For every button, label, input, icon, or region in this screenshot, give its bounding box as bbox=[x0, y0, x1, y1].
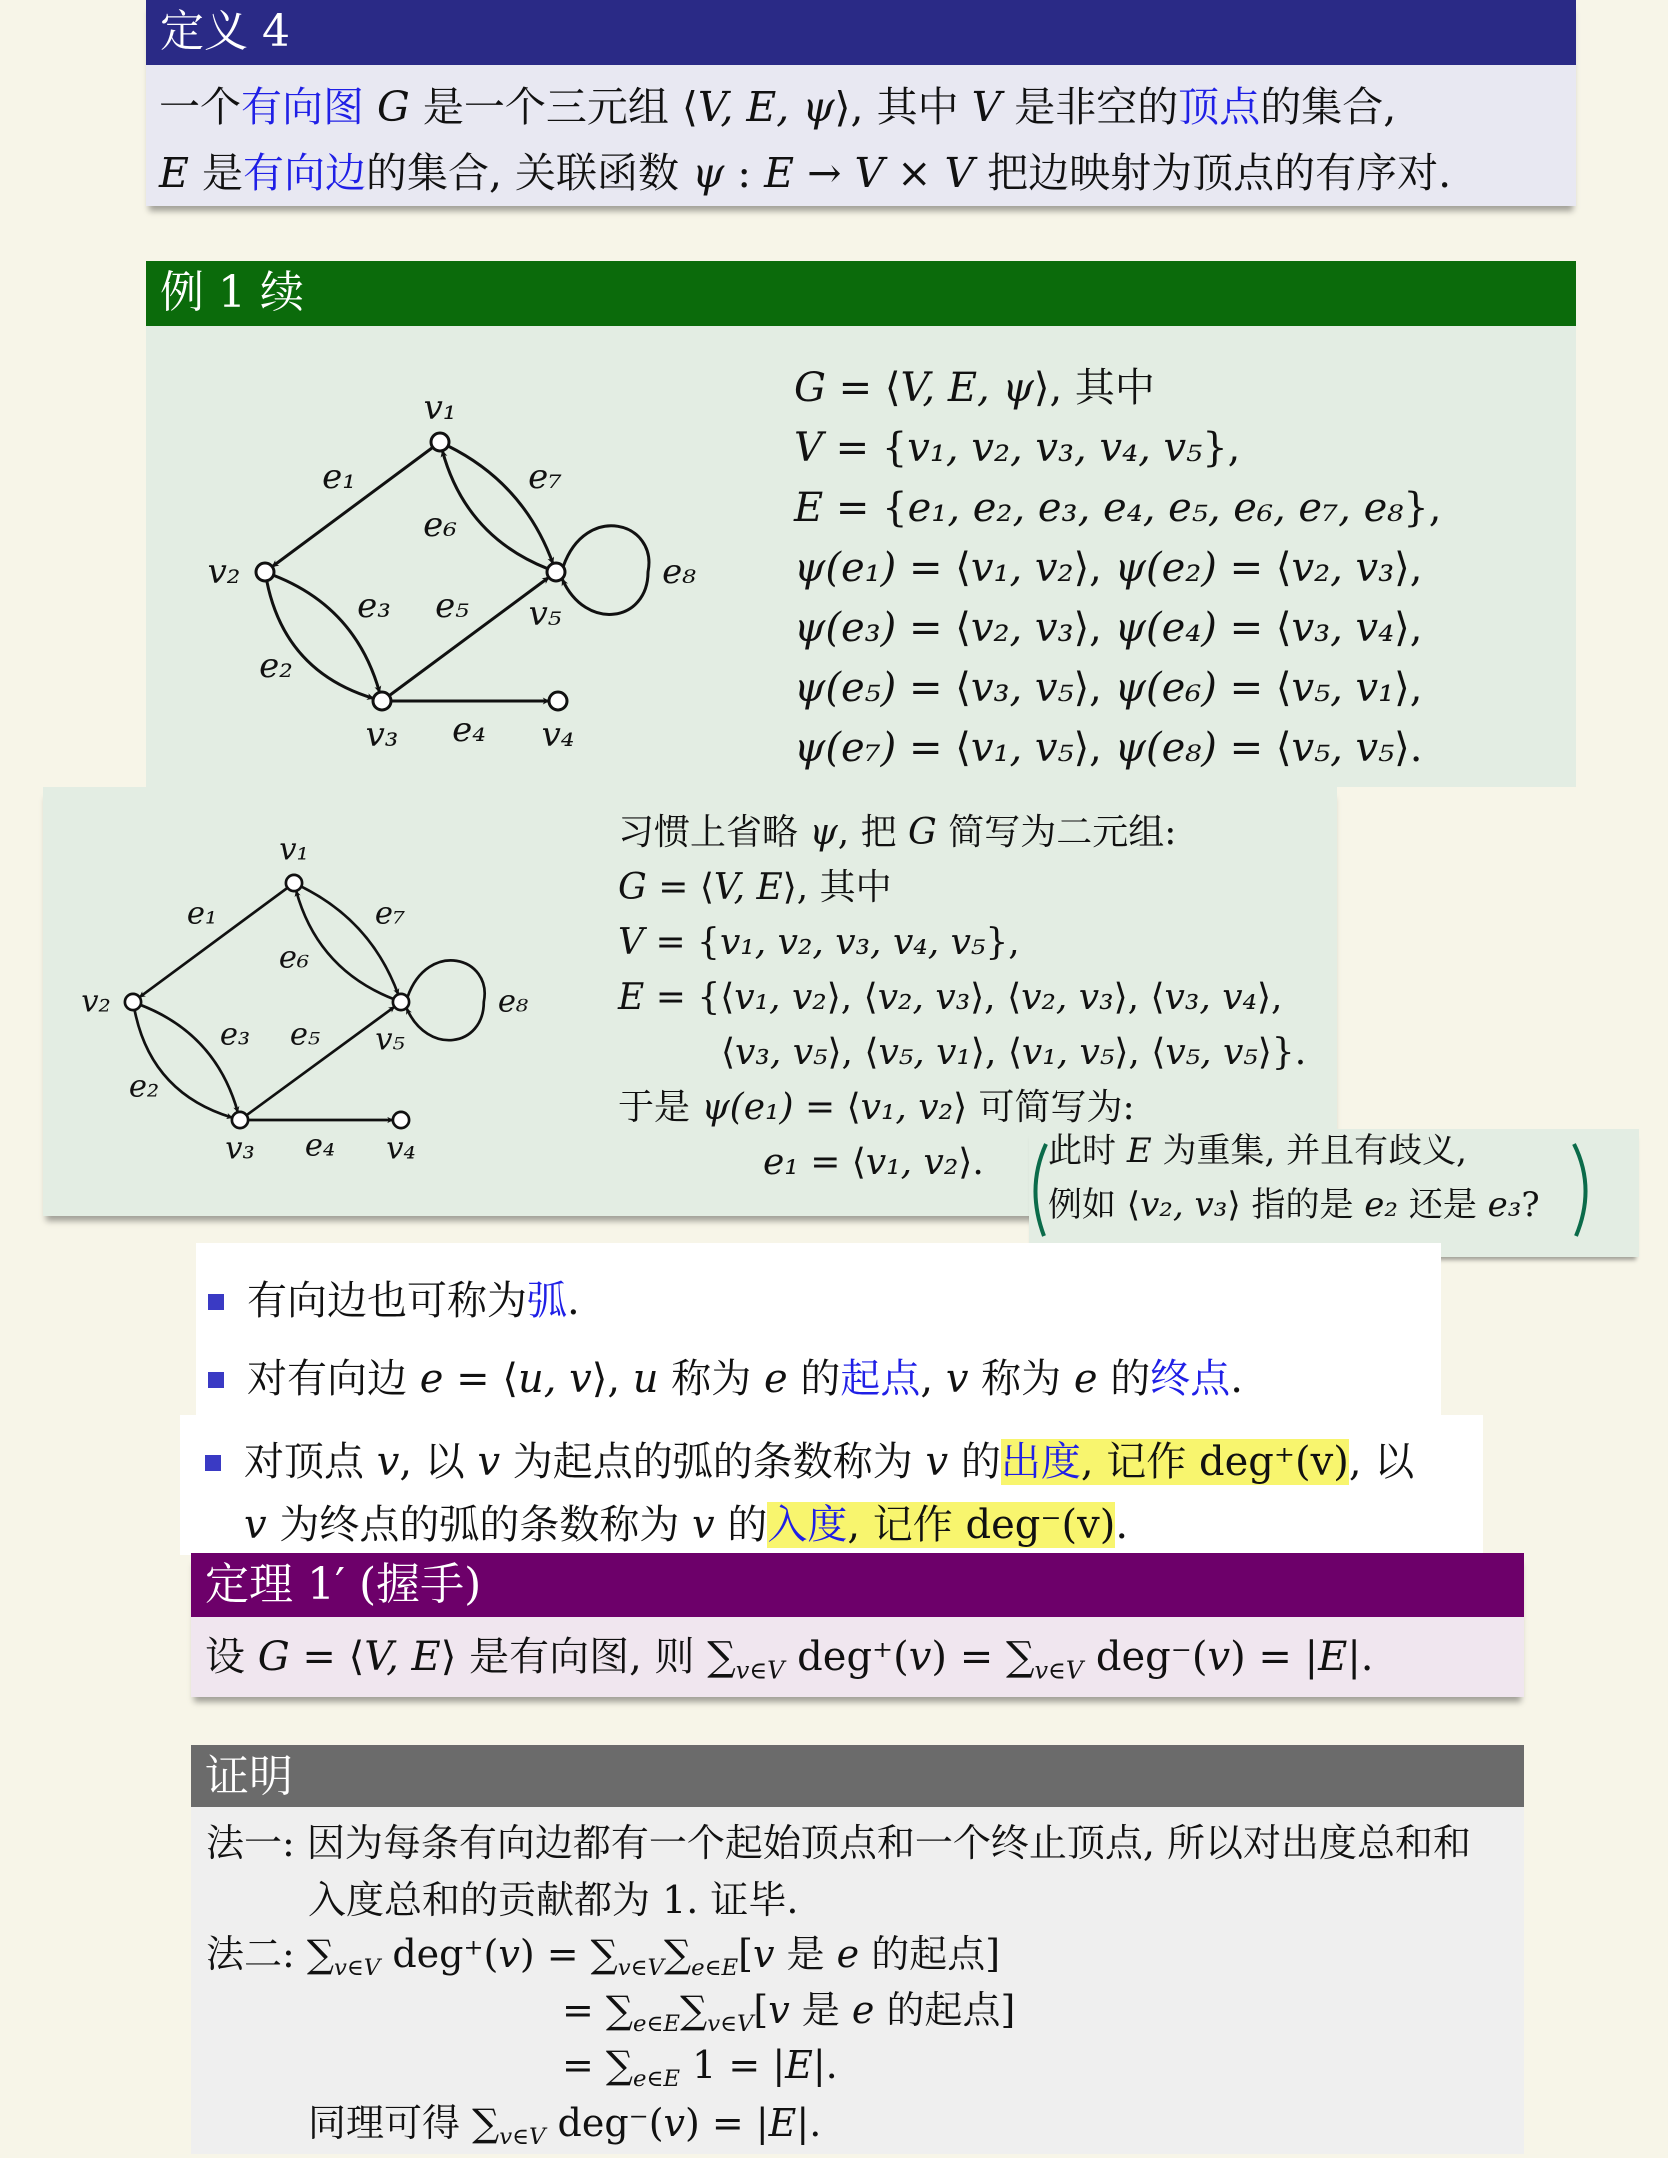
text-segment: V bbox=[794, 425, 823, 471]
proof-title: 证明 bbox=[191, 1745, 1524, 1807]
vertex-v5 bbox=[547, 563, 565, 581]
text-segment: ⟩. bbox=[1394, 725, 1423, 771]
text-segment: v₂, v₃ bbox=[970, 605, 1074, 651]
text-segment: v₂, v₃ bbox=[1291, 545, 1395, 591]
vertex-label: v₄ bbox=[541, 715, 575, 755]
text-segment: v bbox=[376, 1439, 400, 1485]
text-segment: ⟩, ⟨ bbox=[1113, 977, 1165, 1019]
text-line bbox=[794, 606, 1423, 650]
text-segment: ∑ bbox=[680, 1988, 708, 2032]
text-segment: 入度总和的贡献都为 1. 证毕. bbox=[308, 1878, 799, 1922]
edge-label: e₈ bbox=[497, 984, 529, 1020]
text-line bbox=[794, 726, 1423, 770]
text-segment: = ⟨ bbox=[1216, 605, 1292, 651]
text-segment: V bbox=[618, 922, 644, 964]
text-segment: = { bbox=[823, 485, 908, 531]
text-segment: = ⟨ bbox=[896, 605, 971, 651]
text-segment: 还是 bbox=[1398, 1185, 1488, 1225]
text-segment: , bbox=[920, 1356, 946, 1402]
text-segment: E bbox=[1318, 1634, 1348, 1680]
text-segment: v₁, v₅ bbox=[970, 725, 1074, 771]
text-segment: v₁, v₂ bbox=[970, 545, 1074, 591]
text-segment: 是 bbox=[188, 149, 243, 197]
directed-graph-diagram bbox=[0, 0, 800, 800]
edge-label: e₁ bbox=[186, 896, 218, 932]
text-segment: : bbox=[724, 149, 765, 197]
text-segment: v₁, v₂ bbox=[865, 1142, 959, 1184]
text-segment: v₁, v₂ bbox=[734, 977, 827, 1019]
text-segment: 是非空的 bbox=[1001, 83, 1179, 131]
text-segment: e bbox=[764, 1356, 788, 1402]
text-segment: v₅, v₁ bbox=[878, 1032, 971, 1074]
term-highlight: 终点 bbox=[1150, 1356, 1231, 1402]
text-line bbox=[721, 1033, 1306, 1073]
text-segment: ⟩, bbox=[1256, 977, 1283, 1019]
text-segment: |. bbox=[796, 2101, 822, 2145]
bullet-marker bbox=[208, 1372, 224, 1388]
vertex-label: v₂ bbox=[207, 552, 241, 592]
text-segment: 为终点的弧的条数称为 bbox=[266, 1502, 693, 1548]
text-segment: ⟩, ⟨ bbox=[970, 1032, 1022, 1074]
edge-label: e₇ bbox=[528, 457, 562, 497]
text-segment: = ⟨ bbox=[289, 1634, 365, 1680]
text-segment: 于是 bbox=[618, 1087, 702, 1129]
text-segment: v∈V bbox=[499, 2123, 546, 2150]
text-segment: v bbox=[945, 1356, 969, 1402]
edge-label: e₅ bbox=[435, 586, 469, 626]
edge-e5 bbox=[247, 1007, 395, 1115]
text-segment: ψ bbox=[809, 812, 838, 854]
edge-label: e₃ bbox=[219, 1017, 251, 1053]
proof-line bbox=[308, 2102, 821, 2158]
edge-label: e₄ bbox=[452, 710, 486, 750]
text-segment: 此时 bbox=[1048, 1131, 1127, 1171]
text-segment: = ⟨ bbox=[896, 725, 971, 771]
text-line bbox=[618, 1088, 1135, 1128]
text-segment: ψ(e₂) bbox=[1114, 545, 1217, 591]
text-segment: v∈V bbox=[1034, 1656, 1084, 1685]
text-segment: 一个 bbox=[159, 83, 241, 131]
text-segment: e∈E bbox=[691, 1954, 739, 1981]
text-segment: 是 bbox=[774, 1932, 837, 1976]
proof-line bbox=[206, 1822, 1471, 1864]
text-line bbox=[794, 426, 1240, 470]
right-paren-annotation-icon bbox=[1568, 1140, 1598, 1240]
bullet-degree-line-2 bbox=[244, 1503, 1128, 1547]
text-segment: V bbox=[944, 149, 975, 197]
text-segment: = ⟨ bbox=[896, 545, 971, 591]
text-segment: G bbox=[377, 83, 410, 131]
text-segment: 的 bbox=[787, 1356, 841, 1402]
text-segment: deg⁺( bbox=[380, 1932, 499, 1976]
text-segment: . bbox=[567, 1278, 580, 1324]
proof-line bbox=[308, 1879, 799, 1921]
text-segment: v₅, v₅ bbox=[1165, 1032, 1258, 1074]
edge-e8-loop bbox=[562, 526, 649, 615]
edge-label: e₂ bbox=[128, 1069, 160, 1105]
text-segment: ⟩, 其中 bbox=[782, 867, 892, 909]
edge-label: e₁ bbox=[322, 457, 356, 497]
text-segment: ⟩, ⟨ bbox=[827, 1032, 879, 1074]
text-segment: ψ(e₁) bbox=[701, 1087, 794, 1129]
vertex-label: v₁ bbox=[423, 388, 457, 428]
vertex-label: v₃ bbox=[225, 1131, 255, 1167]
text-segment: . bbox=[1115, 1502, 1129, 1548]
text-segment: deg⁻( bbox=[1083, 1634, 1208, 1680]
edge-label: e₅ bbox=[289, 1017, 321, 1053]
term-highlight: 入度 bbox=[767, 1502, 848, 1548]
text-segment: 简写为二元组: bbox=[936, 812, 1177, 854]
text-segment: v bbox=[498, 1932, 520, 1976]
text-segment: G bbox=[908, 812, 937, 854]
text-segment: 对有向边 bbox=[247, 1356, 420, 1402]
text-segment: v bbox=[768, 1988, 790, 2032]
text-segment: = ⟨ bbox=[896, 665, 971, 711]
text-segment: 是一个三元组 ⟨ bbox=[409, 83, 698, 131]
text-segment: = ∑ bbox=[562, 2043, 634, 2087]
text-segment: V, E, ψ bbox=[900, 365, 1034, 411]
text-segment: ⟩, bbox=[1073, 665, 1115, 711]
text-segment: 有向边也可称为 bbox=[247, 1278, 527, 1324]
edge-label: e₂ bbox=[259, 646, 293, 686]
text-segment: = ⟨ bbox=[443, 1356, 518, 1402]
text-segment: e₁ bbox=[763, 1142, 799, 1184]
proof-line bbox=[206, 1933, 1000, 1989]
text-segment: = ⟨ bbox=[825, 365, 901, 411]
text-segment: 把边映射为顶点的有序对. bbox=[974, 149, 1452, 197]
text-segment: ψ(e₁) bbox=[794, 545, 897, 591]
text-segment: e∈E bbox=[633, 2065, 681, 2092]
vertex-v4 bbox=[549, 692, 567, 710]
text-segment: ⟩, 其中 bbox=[1033, 365, 1155, 411]
text-segment: E bbox=[1126, 1131, 1152, 1171]
text-segment: V, E bbox=[364, 1634, 441, 1680]
text-segment: 法二: bbox=[206, 1932, 307, 1976]
vertex-label: v₂ bbox=[81, 984, 111, 1020]
text-segment: v₂, v₃ bbox=[1140, 1185, 1228, 1225]
text-segment: ⟩, bbox=[591, 1356, 633, 1402]
text-segment: ψ(e₆) bbox=[1114, 665, 1217, 711]
text-segment: 的起点] bbox=[859, 1932, 1001, 1976]
text-segment: v₅, v₅ bbox=[1291, 725, 1395, 771]
bullet-degree-line-1 bbox=[244, 1440, 1414, 1484]
text-segment: ⟩, bbox=[1394, 545, 1423, 591]
text-segment: = { bbox=[822, 425, 908, 471]
edge-label: e₄ bbox=[304, 1128, 336, 1164]
text-segment: }, bbox=[1403, 485, 1442, 531]
text-segment: deg⁺( bbox=[784, 1634, 909, 1680]
text-segment: u bbox=[632, 1356, 659, 1402]
text-segment: , 以 bbox=[399, 1439, 478, 1485]
text-segment: e₁, e₂, e₃, e₄, e₅, e₆, e₇, e₈ bbox=[907, 485, 1404, 531]
text-segment: v∈V bbox=[334, 1954, 381, 1981]
theorem-title: 定理 1′ (握手) bbox=[191, 1553, 1524, 1617]
text-line bbox=[618, 813, 1176, 853]
text-line bbox=[618, 868, 892, 908]
vertex-v1 bbox=[286, 875, 302, 891]
text-segment: v∈V bbox=[735, 1656, 785, 1685]
text-segment: 是 bbox=[789, 1988, 852, 2032]
text-segment: 的 bbox=[714, 1502, 768, 1548]
text-segment: = { bbox=[644, 922, 720, 964]
text-segment: ⟨ bbox=[721, 1032, 736, 1074]
vertex-v3 bbox=[232, 1112, 248, 1128]
vertex-v4 bbox=[393, 1112, 409, 1128]
text-line bbox=[763, 1143, 984, 1183]
term-highlight: 有向图 bbox=[241, 83, 364, 131]
text-segment: ψ(e₇) bbox=[794, 725, 897, 771]
bullet-marker bbox=[205, 1455, 221, 1471]
annotation-line-1 bbox=[1048, 1131, 1467, 1171]
edge-label: e₃ bbox=[357, 586, 391, 626]
vertex-v5 bbox=[393, 994, 409, 1010]
text-segment: ψ(e₅) bbox=[794, 665, 897, 711]
text-segment: ψ bbox=[692, 149, 725, 197]
text-segment: ⟩, bbox=[1394, 665, 1423, 711]
text-segment: [ bbox=[738, 1932, 753, 1976]
text-segment: 例如 ⟨ bbox=[1048, 1185, 1141, 1225]
directed-graph-diagram-small bbox=[0, 780, 620, 1200]
text-segment: = ⟨ bbox=[646, 867, 714, 909]
text-segment: v bbox=[663, 2101, 686, 2145]
text-segment: → bbox=[794, 149, 855, 197]
text-line bbox=[618, 923, 1020, 963]
text-segment: v bbox=[477, 1439, 501, 1485]
text-segment: u, v bbox=[517, 1356, 592, 1402]
vertex-v3 bbox=[373, 692, 391, 710]
text-segment: 设 bbox=[205, 1634, 258, 1680]
text-segment: ψ(e₈) bbox=[1114, 725, 1217, 771]
text-segment: ? bbox=[1521, 1185, 1540, 1225]
text-segment: ⟩, bbox=[1394, 605, 1423, 651]
vertex-label: v₄ bbox=[386, 1131, 416, 1167]
text-segment: ∑ bbox=[664, 1932, 692, 1976]
vertex-v1 bbox=[431, 433, 449, 451]
text-segment: ⟩, bbox=[1073, 725, 1115, 771]
vertex-v2 bbox=[125, 994, 141, 1010]
text-line bbox=[794, 486, 1441, 530]
proof-line bbox=[562, 1989, 1015, 2045]
term-highlight: 出度 bbox=[1000, 1439, 1081, 1485]
bullet-arc bbox=[247, 1279, 580, 1323]
theorem-statement bbox=[205, 1635, 1374, 1692]
text-segment: = ⟨ bbox=[1216, 665, 1292, 711]
example-title: 例 1 续 bbox=[146, 261, 1576, 326]
text-segment: ) = | bbox=[1230, 1634, 1319, 1680]
text-segment: ⟩, 其中 bbox=[834, 83, 972, 131]
text-segment: 法一: bbox=[206, 1821, 307, 1865]
vertex-label: v₅ bbox=[528, 594, 562, 634]
text-line bbox=[794, 366, 1155, 410]
edge-label: e₇ bbox=[374, 896, 406, 932]
text-segment: G bbox=[794, 365, 826, 411]
text-segment: = ⟨ bbox=[1216, 545, 1292, 591]
text-segment: 1 = | bbox=[680, 2043, 786, 2087]
annotation-line-2 bbox=[1048, 1185, 1540, 1225]
text-segment: E bbox=[794, 485, 824, 531]
text-line bbox=[794, 546, 1423, 590]
edge-label: e₆ bbox=[423, 505, 457, 545]
text-segment: e₃ bbox=[1487, 1185, 1522, 1225]
text-segment: deg⁻( bbox=[545, 2101, 664, 2145]
text-segment: ⟩ 指的是 bbox=[1227, 1185, 1365, 1225]
text-segment: 对顶点 bbox=[244, 1439, 377, 1485]
text-segment: E bbox=[768, 2101, 797, 2145]
proof-line bbox=[562, 2044, 838, 2100]
text-segment: v bbox=[244, 1502, 267, 1548]
text-segment: |. bbox=[1347, 1634, 1374, 1680]
text-segment: , 记作 deg⁻(v) bbox=[847, 1502, 1116, 1548]
text-line bbox=[794, 666, 1423, 710]
text-segment: v₂, v₃ bbox=[877, 977, 971, 1019]
text-segment: v₁, v₅ bbox=[1021, 1032, 1115, 1074]
text-segment: }, bbox=[1202, 425, 1241, 471]
text-segment: V, E bbox=[713, 867, 783, 909]
text-segment: ⟩. bbox=[958, 1142, 984, 1184]
text-segment: ) = ∑ bbox=[519, 1932, 618, 1976]
text-segment: v₃, v₄ bbox=[1291, 605, 1395, 651]
text-segment: 的集合, 关联函数 bbox=[365, 149, 693, 197]
text-segment: , 把 bbox=[837, 812, 909, 854]
text-segment: e bbox=[851, 1988, 875, 2032]
text-segment: E bbox=[618, 977, 645, 1019]
text-segment: 习惯上省略 bbox=[618, 812, 810, 854]
text-segment: ψ(e₃) bbox=[794, 605, 897, 651]
text-segment: ψ(e₄) bbox=[1114, 605, 1217, 651]
term-highlight: 弧 bbox=[527, 1278, 567, 1324]
vertex-label: v₅ bbox=[375, 1022, 405, 1058]
text-segment: 为重集, 并且有歧义, bbox=[1151, 1131, 1467, 1171]
text-segment: = {⟨ bbox=[644, 977, 735, 1019]
text-segment: ⟩, ⟨ bbox=[1114, 1032, 1166, 1074]
text-segment: ⟩, bbox=[1073, 545, 1115, 591]
text-segment: × bbox=[884, 149, 945, 197]
text-segment: e bbox=[836, 1932, 860, 1976]
text-segment: [ bbox=[753, 1988, 769, 2032]
text-segment: G bbox=[618, 867, 647, 909]
text-segment: v₁, v₂ bbox=[860, 1087, 954, 1129]
edge-e5 bbox=[389, 577, 549, 695]
text-segment: ⟩ 可简写为: bbox=[953, 1087, 1135, 1129]
text-segment: ⟩}. bbox=[1257, 1032, 1307, 1074]
text-segment: v₃, v₅ bbox=[735, 1032, 828, 1074]
text-segment: 的 bbox=[1097, 1356, 1151, 1402]
text-segment: v bbox=[1207, 1634, 1231, 1680]
text-segment: v bbox=[908, 1634, 932, 1680]
text-line bbox=[618, 978, 1282, 1018]
text-segment: ⟩, bbox=[1073, 605, 1115, 651]
text-segment: = ⟨ bbox=[798, 1142, 866, 1184]
edge-label: e₆ bbox=[278, 940, 310, 976]
text-segment: v bbox=[752, 1932, 775, 1976]
text-segment: v₅, v₁ bbox=[1291, 665, 1395, 711]
term-highlight: 顶点 bbox=[1178, 83, 1261, 131]
text-segment: v₃, v₄ bbox=[1164, 977, 1257, 1019]
text-segment: ∑ bbox=[306, 1932, 335, 1976]
term-highlight: 有向边 bbox=[242, 149, 366, 197]
text-segment: , 记作 deg⁺(v) bbox=[1080, 1439, 1349, 1485]
text-segment: E bbox=[159, 149, 189, 197]
definition-title: 定义 4 bbox=[146, 0, 1576, 65]
edge-label: e₈ bbox=[662, 552, 696, 592]
term-highlight: 起点 bbox=[840, 1356, 921, 1402]
text-segment: ) = ∑ bbox=[931, 1634, 1035, 1680]
text-segment: G bbox=[257, 1634, 290, 1680]
text-segment: e bbox=[419, 1356, 444, 1402]
text-segment: e bbox=[1073, 1356, 1098, 1402]
text-segment: ⟩ 是有向图, 则 ∑ bbox=[440, 1634, 736, 1680]
text-segment: 的 bbox=[948, 1439, 1001, 1485]
text-segment: 同理可得 ∑ bbox=[308, 2101, 500, 2145]
text-segment: v₁, v₂, v₃, v₄, v₅ bbox=[907, 425, 1203, 471]
text-segment: v∈V bbox=[707, 2010, 754, 2037]
text-segment: V, E, ψ bbox=[697, 83, 835, 131]
text-segment: 称为 bbox=[968, 1356, 1074, 1402]
text-segment: v₁, v₂, v₃, v₄, v₅ bbox=[719, 922, 986, 964]
text-segment: |. bbox=[812, 2043, 838, 2087]
text-segment: V bbox=[854, 149, 885, 197]
text-segment: V bbox=[971, 83, 1002, 131]
text-segment: = ⟨ bbox=[1216, 725, 1292, 771]
vertex-label: v₃ bbox=[365, 715, 399, 755]
vertex-v2 bbox=[256, 563, 274, 581]
text-segment: , 以 bbox=[1348, 1439, 1415, 1485]
text-segment: 的起点] bbox=[874, 1988, 1016, 2032]
text-segment: E bbox=[764, 149, 795, 197]
vertex-label: v₁ bbox=[279, 832, 309, 868]
text-segment: 称为 bbox=[658, 1356, 764, 1402]
text-segment: 的集合, bbox=[1260, 83, 1397, 131]
text-segment: 为起点的弧的条数称为 bbox=[500, 1439, 926, 1485]
text-segment: ) = | bbox=[685, 2101, 769, 2145]
text-segment: e∈E bbox=[633, 2010, 681, 2037]
text-segment: v₂, v₃ bbox=[1021, 977, 1114, 1019]
text-segment: = ∑ bbox=[562, 1988, 634, 2032]
bullet-endpoints bbox=[247, 1357, 1243, 1401]
text-segment: v bbox=[925, 1439, 949, 1485]
text-segment: v∈V bbox=[617, 1954, 664, 1981]
text-segment: }, bbox=[985, 922, 1020, 964]
text-segment: . bbox=[1230, 1356, 1243, 1402]
text-segment: 因为每条有向边都有一个起始顶点和一个终止顶点, 所以对出度总和和 bbox=[306, 1821, 1472, 1865]
text-segment: = ⟨ bbox=[793, 1087, 861, 1129]
text-segment: e₂ bbox=[1364, 1185, 1399, 1225]
text-segment: v₃, v₅ bbox=[970, 665, 1074, 711]
text-segment: E bbox=[785, 2043, 813, 2087]
text-segment: ⟩, ⟨ bbox=[826, 977, 878, 1019]
bullet-marker bbox=[208, 1294, 224, 1310]
text-segment: ⟩, ⟨ bbox=[970, 977, 1022, 1019]
text-segment: v bbox=[692, 1502, 715, 1548]
edge-e8-loop bbox=[407, 960, 485, 1040]
